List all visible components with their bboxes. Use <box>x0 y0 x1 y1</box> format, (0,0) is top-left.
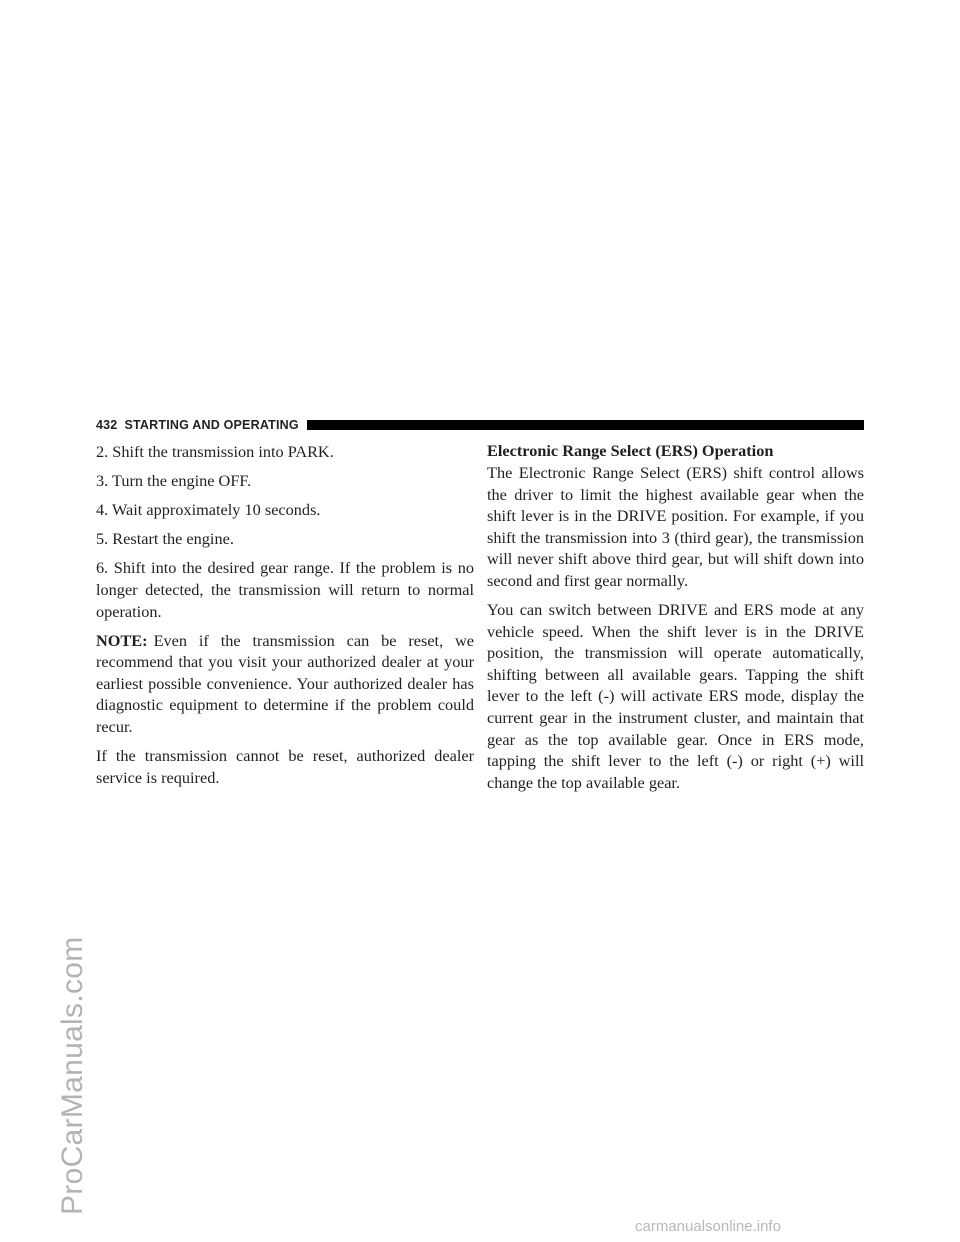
note-label: NOTE: <box>96 630 148 650</box>
note-paragraph <box>96 630 474 738</box>
note-text: Even if the transmission can be reset, we recommend that you visit your authorized dealer at your earliest possible convenience. Your authorized dealer has diagnostic equipment to determine if the problem could recur. <box>96 630 474 737</box>
ers-heading: Electronic Range Select (ERS) Operation <box>487 441 774 460</box>
ers-paragraph-1: The Electronic Range Select (ERS) shift control allows the driver to limit the highest available gear when the shift lever is in the DRIVE position. For example, if you shift the transmission into 3 (third gear), the transmission will never shift above third gear, but will shift down into second and first gear normally. <box>487 463 864 590</box>
side-watermark: ProCarManuals.com <box>56 936 89 1215</box>
step-2: 2. Shift the transmission into PARK. <box>96 442 334 461</box>
page-header <box>96 418 864 432</box>
footer-watermark: carmanualsonline.info <box>635 1218 781 1235</box>
closing-paragraph: If the transmission cannot be reset, authorized dealer service is required. <box>96 746 474 787</box>
step-3: 3. Turn the engine OFF. <box>96 471 252 491</box>
step-6: 6. Shift into the desired gear range. If the problem is no longer detected, the transmission will return to normal operation. <box>96 558 474 621</box>
right-column <box>487 441 864 801</box>
header-rule <box>307 420 864 430</box>
left-column <box>96 441 474 796</box>
section-title: STARTING AND OPERATING <box>124 418 299 432</box>
ers-paragraph-2: You can switch between DRIVE and ERS mode at any vehicle speed. When the shift lever is in the DRIVE position, the transmission will operate automatically, shifting between all available gears. Tapping the shift lever to the left (-) will activate ERS mode, display the current gear in the instrument cluster, and maintain that gear as the top available gear. Once in ERS mode, tapping the shift lever to the left (-) or right (+) will change the top available gear. <box>487 600 864 792</box>
page-number: 432 <box>96 418 118 432</box>
step-5: 5. Restart the engine. <box>96 529 234 549</box>
step-4: 4. Wait approximately 10 seconds. <box>96 500 321 520</box>
